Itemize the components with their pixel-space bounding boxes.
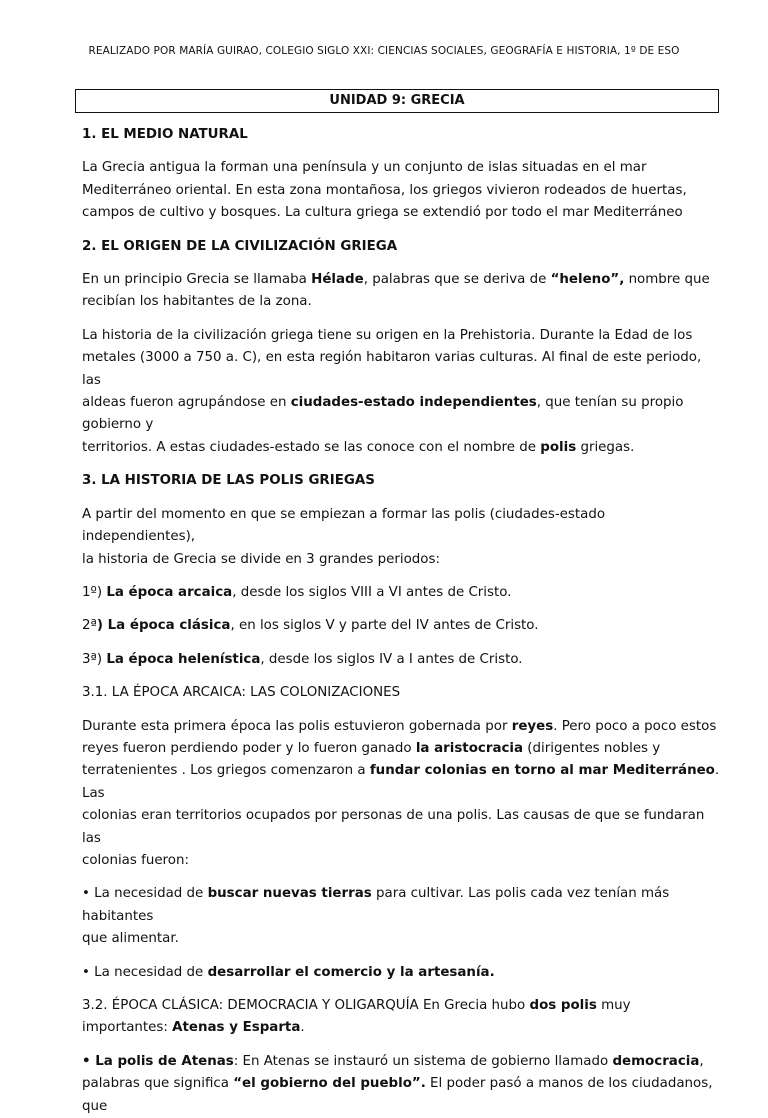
era-1	[82, 582, 722, 604]
text-run: ,	[699, 1053, 704, 1069]
s31-line-3	[82, 760, 722, 805]
text-run: . Las	[82, 763, 720, 801]
text-run: En un principio Grecia se llamaba	[82, 272, 312, 288]
bold-term: desarrollar el comercio y la artesanía.	[207, 964, 495, 980]
text-run: En Grecia hubo	[418, 998, 530, 1013]
text-run: • La necesidad de	[82, 886, 208, 902]
text-run: . Pero poco a poco estos	[553, 718, 717, 734]
page-header: REALIZADO POR MARÍA GUIRAO, COLEGIO SIGLO XXI: CIENCIAS SOCIALES, GEOGRAFÍA E HISTORIA, 1º DE ESO	[88, 45, 680, 57]
text-run: , desde los siglos VIII a VI antes de Cristo.	[232, 584, 512, 600]
bullet-2	[82, 962, 722, 984]
section-2-title: 2. EL ORIGEN DE LA CIVILIZACIÓN GRIEGA	[82, 238, 398, 254]
text-run: griegas.	[576, 439, 635, 455]
document-body	[82, 124, 722, 1118]
text-run: reyes fueron perdiendo poder y lo fueron ganado	[82, 740, 416, 756]
text-run: Durante esta primera época las polis estuvieron gobernada por	[82, 718, 512, 734]
s2-p2-line-3	[82, 392, 722, 437]
s3-line-1: A partir del momento en que se empiezan a formar las polis (ciudades-estado independientes),	[82, 506, 606, 545]
s32-line-1	[82, 995, 722, 1017]
s31-line-1	[82, 716, 722, 738]
bold-term: democracia	[612, 1053, 700, 1069]
bold-term: Hélade	[311, 272, 364, 288]
text-run: aldeas fueron agrupándose en	[82, 395, 291, 411]
bold-term: buscar nuevas tierras	[207, 886, 372, 902]
s31-line-2	[82, 738, 722, 760]
bold-term: La época helenística	[106, 651, 261, 667]
text-run: palabras que significa	[82, 1076, 234, 1092]
text-run: 1º)	[82, 584, 107, 600]
section-3-title: 3. LA HISTORIA DE LAS POLIS GRIEGAS	[82, 473, 375, 489]
s2-p1-line-2: recibían los habitantes de la zona.	[82, 294, 312, 310]
s32-line-2	[82, 1017, 722, 1039]
era-3	[82, 649, 722, 671]
s2-p1-line-1	[82, 269, 722, 291]
text-run: , que tenían su propio gobierno y	[82, 395, 684, 433]
text-run: : En Atenas se instauró un sistema de gobierno llamado	[233, 1053, 613, 1069]
text-run: para cultivar. Las polis cada vez tenían más habitantes	[82, 886, 670, 924]
s1-line-2: Mediterráneo oriental. En esta zona montañosa, los griegos vivieron rodeados de huertas,	[82, 182, 687, 198]
text-run: , en los siglos V y parte del IV antes de Cristo.	[230, 618, 539, 634]
text-run: nombre que	[624, 272, 710, 288]
unit-title: UNIDAD 9: GRECIA	[75, 89, 719, 113]
section-3-2-title: 3.2. ÉPOCA CLÁSICA: DEMOCRACIA Y OLIGARQUÍA	[82, 998, 419, 1013]
section-1-title: 1. EL MEDIO NATURAL	[82, 127, 248, 142]
text-run: muy	[596, 998, 631, 1013]
bullet-1-line-1	[82, 883, 722, 928]
bold-term: dos polis	[529, 998, 597, 1013]
bold-term: reyes	[511, 718, 554, 734]
s2-p2-line-4	[82, 437, 722, 459]
bold-term: ciudades-estado independientes	[290, 395, 537, 411]
text-run: 3ª)	[82, 651, 107, 667]
text-run: , palabras que se deriva de	[363, 272, 551, 288]
text-run: terratenientes . Los griegos comenzaron a	[82, 763, 370, 779]
text-run: 2ª	[82, 618, 97, 634]
bold-term: la aristocracia	[415, 740, 524, 756]
text-run: , desde los siglos IV a I antes de Cristo.	[260, 651, 523, 667]
bold-term: fundar colonias en torno al mar Mediterráneo	[369, 763, 715, 779]
bold-term: • La polis de Atenas	[82, 1053, 234, 1069]
era-2	[82, 615, 722, 637]
bold-term: ) La época clásica	[96, 618, 231, 634]
section-3-1-title: 3.1. LA ÉPOCA ARCAICA: LAS COLONIZACIONES	[82, 685, 401, 701]
s31-line-4: colonias eran territorios ocupados por personas de una polis. Las causas de que se fundaran las	[82, 808, 705, 846]
s2-p2-line-1: La historia de la civilización griega tiene su origen en la Prehistoria. Durante la Edad de los	[82, 327, 693, 343]
athens-line-1	[82, 1051, 722, 1073]
athens-line-2	[82, 1073, 722, 1118]
text-run: .	[300, 1020, 305, 1036]
s3-line-2: la historia de Grecia se divide en 3 grandes periodos:	[82, 551, 440, 567]
s1-line-3: campos de cultivo y bosques. La cultura griega se extendió por todo el mar Mediterráneo	[82, 205, 683, 221]
text-run: importantes:	[82, 1020, 173, 1036]
s1-line-1: La Grecia antigua la forman una península y un conjunto de islas situadas en el mar	[82, 160, 647, 176]
bold-term: polis	[540, 439, 577, 455]
text-run: (dirigentes nobles y	[523, 740, 661, 756]
bold-term: “heleno”,	[550, 272, 625, 288]
bold-term: “el gobierno del pueblo”.	[233, 1076, 426, 1092]
text-run: • La necesidad de	[82, 964, 208, 980]
s31-line-5: colonias fueron:	[82, 852, 189, 868]
bullet-1-line-2: que alimentar.	[82, 931, 179, 947]
text-run: territorios. A estas ciudades-estado se las conoce con el nombre de	[82, 439, 541, 455]
bold-term: Atenas y Esparta	[172, 1020, 301, 1036]
bold-term: La época arcaica	[106, 584, 233, 600]
text-run: El poder pasó a manos de los ciudadanos, que	[82, 1076, 713, 1114]
s2-p2-line-2: metales (3000 a 750 a. C), en esta región habitaron varias culturas. Al final de este periodo, las	[82, 350, 702, 388]
